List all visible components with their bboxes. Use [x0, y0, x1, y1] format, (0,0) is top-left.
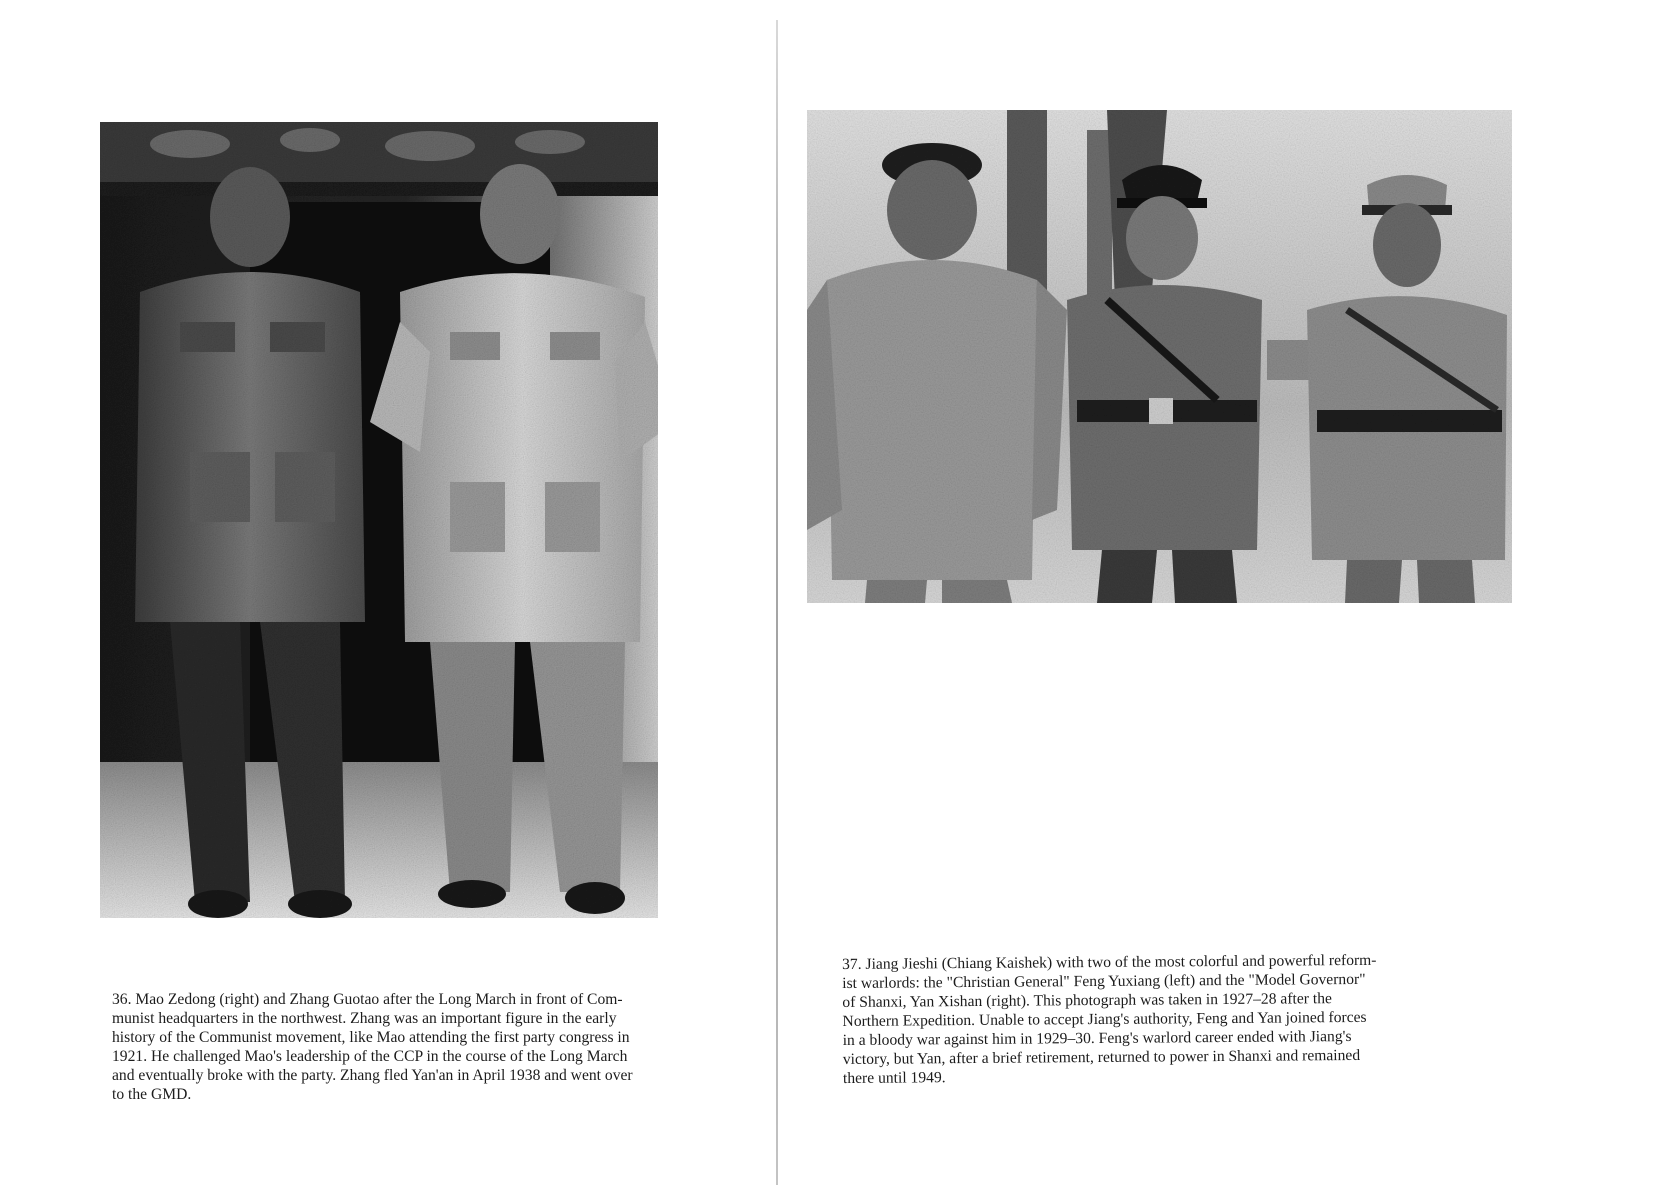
photo-mao-zhang: [100, 122, 658, 918]
caption-line: 37. Jiang Jieshi (Chiang Kaishek) with two of the most colorful and powerful reform-: [842, 951, 1377, 973]
caption-line: 36. Mao Zedong (right) and Zhang Guotao after the Long March in front of Com-: [112, 991, 623, 1008]
left-page: [0, 0, 778, 1188]
caption-line: of Shanxi, Yan Xishan (right). This photograph was taken in 1927–28 after the: [842, 990, 1332, 1011]
caption-line: to the GMD.: [112, 1086, 192, 1103]
caption-line: there until 1949.: [842, 1069, 946, 1087]
caption-line: ist warlords: the "Christian General" Feng Yuxiang (left) and the "Model Governor": [842, 970, 1366, 992]
caption-line: munist headquarters in the northwest. Zhang was an important figure in the early: [112, 1010, 617, 1027]
photo-jiang-feng-yan: [807, 110, 1512, 603]
caption-line: and eventually broke with the party. Zhang fled Yan'an in April 1938 and went over: [112, 1067, 633, 1084]
caption-line: victory, but Yan, after a brief retirement, returned to power in Shanxi and remained: [842, 1046, 1361, 1068]
caption-line: in a bloody war against him in 1929–30. Feng's warlord career ended with Jiang's: [842, 1028, 1352, 1049]
figure-36-caption: [112, 990, 633, 1104]
caption-line: 1921. He challenged Mao's leadership of the CCP in the course of the Long March: [112, 1048, 628, 1065]
figure-37-caption: [842, 951, 1377, 1088]
caption-line: Northern Expedition. Unable to accept Jiang's authority, Feng and Yan joined forces: [842, 1008, 1367, 1030]
caption-line: history of the Communist movement, like Mao attending the first party congress in: [112, 1029, 630, 1046]
